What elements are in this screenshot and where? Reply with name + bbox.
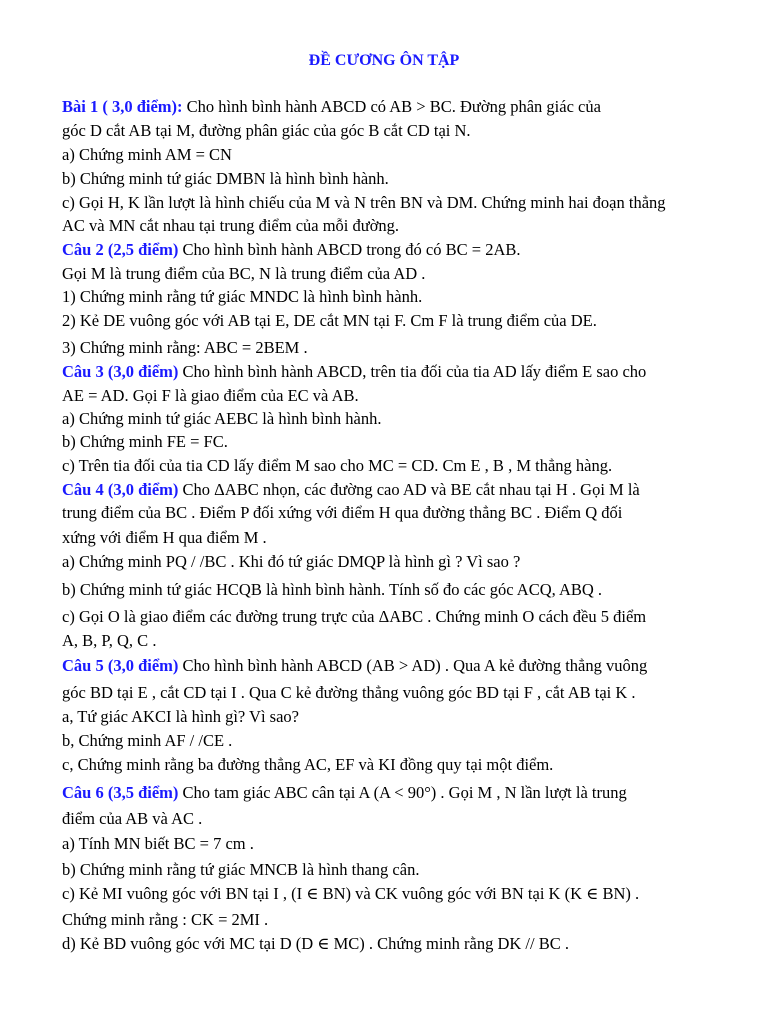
- problem-points: (3,0 điểm): [103, 480, 179, 499]
- text-line: xứng với điểm H qua điểm M .: [62, 528, 267, 547]
- text-line: Cho ΔABC nhọn, các đường cao AD và BE cắt nhau tại H . Gọi M là: [178, 480, 640, 499]
- text-line: AC và MN cắt nhau tại trung điểm của mỗi đường.: [62, 216, 400, 235]
- text-line: c) Gọi H, K lần lượt là hình chiếu của M và N trên BN và DM. Chứng minh hai đoạn thẳng: [62, 193, 666, 212]
- problem-5-header: [62, 656, 647, 676]
- problem-label: Câu 4: [62, 480, 104, 499]
- text-line: Cho hình bình hành ABCD, trên tia đối của tia AD lấy điểm E sao cho: [178, 362, 647, 381]
- text-line: c) Gọi O là giao điểm các đường trung trực của ΔABC . Chứng minh O cách đều 5 điểm: [62, 607, 647, 626]
- text-line: b) Chứng minh rằng tứ giác MNCB là hình thang cân.: [62, 860, 420, 879]
- text-line: b) Chứng minh FE = FC.: [62, 432, 228, 451]
- problem-points: ( 3,0 điểm):: [98, 97, 183, 116]
- text-line: a) Chứng minh PQ / /BC . Khi đó tứ giác DMQP là hình gì ? Vì sao ?: [62, 552, 521, 571]
- problem-points: (3,0 điểm): [103, 656, 179, 675]
- problem-label: Bài 1: [62, 97, 99, 116]
- document-title: ĐỀ CƯƠNG ÔN TẬP: [308, 52, 460, 69]
- problem-points: (3,5 điểm): [103, 783, 179, 802]
- text-line: a) Tính MN biết BC = 7 cm .: [62, 834, 254, 853]
- text-line: góc BD tại E , cắt CD tại I . Qua C kẻ đường thẳng vuông góc BD tại F , cắt AB tại K .: [62, 683, 636, 702]
- problem-label: Câu 6: [62, 783, 104, 802]
- text-line: a) Chứng minh AM = CN: [62, 145, 232, 164]
- problem-points: (2,5 điểm): [103, 240, 179, 259]
- problem-label: Câu 3: [62, 362, 104, 381]
- text-line: b) Chứng minh tứ giác HCQB là hình bình hành. Tính số đo các góc ACQ, ABQ .: [62, 580, 603, 599]
- text-line: 1) Chứng minh rằng tứ giác MNDC là hình bình hành.: [62, 287, 423, 306]
- text-line: góc D cắt AB tại M, đường phân giác của góc B cắt CD tại N.: [62, 121, 471, 140]
- text-line: Chứng minh rằng : CK = 2MI .: [62, 910, 269, 929]
- problem-1-header: [62, 97, 601, 117]
- text-line: c) Trên tia đối của tia CD lấy điểm M sao cho MC = CD. Cm E , B , M thẳng hàng.: [62, 456, 613, 475]
- text-line: b, Chứng minh AF / /CE .: [62, 731, 233, 750]
- text-line: điểm của AB và AC .: [62, 809, 203, 828]
- text-line: d) Kẻ BD vuông góc với MC tại D (D ∈ MC) . Chứng minh rằng DK // BC .: [62, 934, 569, 953]
- problem-3-header: [62, 362, 646, 382]
- text-line: Gọi M là trung điểm của BC, N là trung điểm của AD .: [62, 264, 426, 283]
- text-line: c, Chứng minh rằng ba đường thẳng AC, EF và KI đồng quy tại một điểm.: [62, 755, 554, 774]
- text-line: 2) Kẻ DE vuông góc với AB tại E, DE cắt MN tại F. Cm F là trung điểm của DE.: [62, 311, 597, 330]
- text-line: Cho hình bình hành ABCD có AB > BC. Đường phân giác của: [182, 97, 601, 116]
- text-line: AE = AD. Gọi F là giao điểm của EC và AB.: [62, 386, 359, 405]
- text-line: Cho hình bình hành ABCD trong đó có BC = 2AB.: [178, 240, 521, 259]
- text-line: a, Tứ giác AKCI là hình gì? Vì sao?: [62, 707, 299, 726]
- text-line: Cho tam giác ABC cân tại A (A < 90°) . Gọi M , N lần lượt là trung: [178, 783, 627, 802]
- problem-4-header: [62, 480, 640, 500]
- text-line: trung điểm của BC . Điểm P đối xứng với điểm H qua đường thẳng BC . Điểm Q đối: [62, 503, 623, 522]
- text-line: c) Kẻ MI vuông góc với BN tại I , (I ∈ BN) và CK vuông góc với BN tại K (K ∈ BN) .: [62, 884, 640, 903]
- text-line: a) Chứng minh tứ giác AEBC là hình bình hành.: [62, 409, 382, 428]
- problem-label: Câu 2: [62, 240, 104, 259]
- text-line: A, B, P, Q, C .: [62, 631, 157, 650]
- problem-label: Câu 5: [62, 656, 104, 675]
- text-line: Cho hình bình hành ABCD (AB > AD) . Qua A kẻ đường thẳng vuông: [178, 656, 648, 675]
- problem-6-header: [62, 783, 627, 803]
- text-line: 3) Chứng minh rằng: ABC = 2BEM .: [62, 338, 308, 357]
- text-line: b) Chứng minh tứ giác DMBN là hình bình hành.: [62, 169, 389, 188]
- problem-2-header: [62, 240, 521, 260]
- problem-points: (3,0 điểm): [103, 362, 179, 381]
